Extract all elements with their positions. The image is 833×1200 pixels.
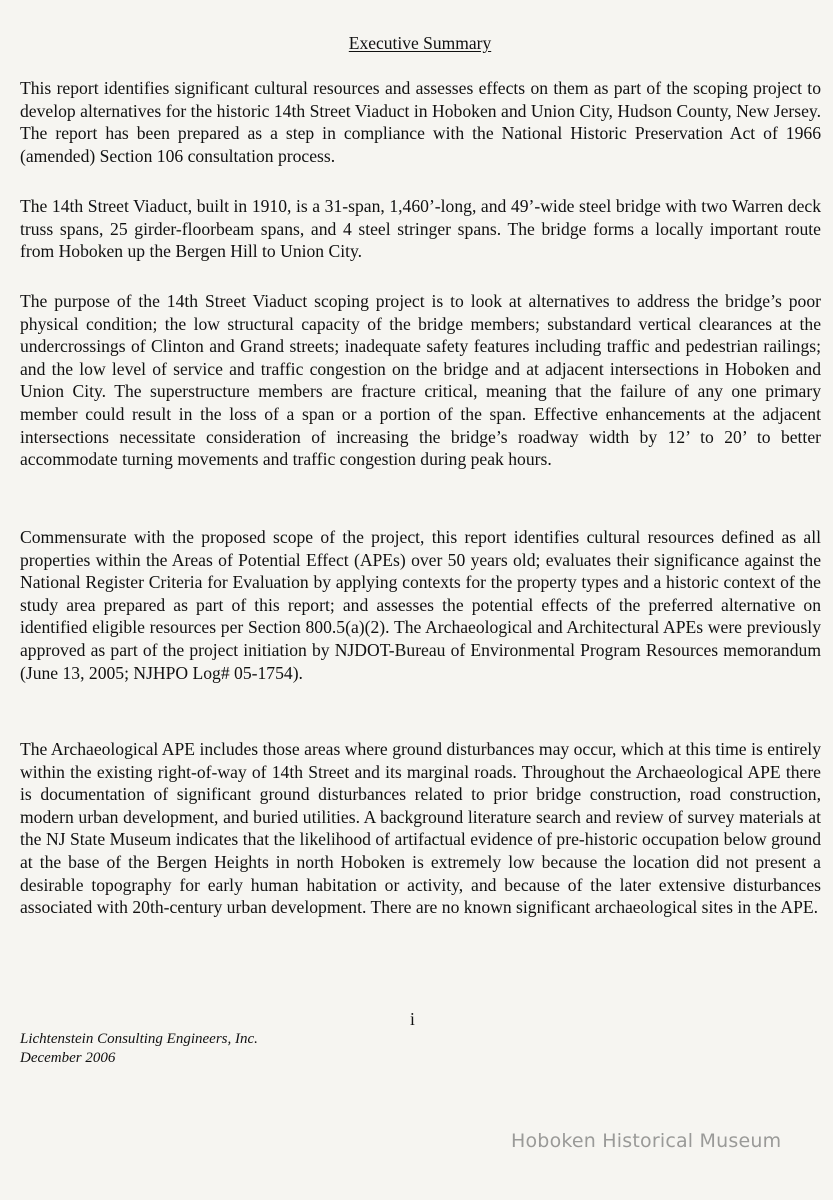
paragraph-introduction: This report identifies significant cultural resources and assesses effects on them as part of the scoping project to develop alternatives for the historic 14th Street Viaduct in Hoboken and Union City, Hudson County, New Jersey. The report has been prepared as a step in compliance with the National Historic Preservation Act of 1966 (amended) Section 106 consultation process. — [20, 78, 821, 166]
paragraph-archaeological-ape: The Archaeological APE includes those areas where ground disturbances may occur, which at this time is entirely within the existing right-of-way of 14th Street and its marginal roads. Throughout the Archaeological APE there is documentation of significant ground disturbances related to prior bridge construction, road construction, modern urban development, and buried utilities. A background literature search and review of survey materials at the NJ State Museum indicates that the likelihood of artifactual evidence of pre-historic occupation below ground at the base of the Bergen Heights in north Hoboken is extremely low because the location did not present a desirable topography for early human habitation or activity, and because of the later extensive disturbances associated with 20th-century urban development. There are no known significant archaeological sites in the APE. — [20, 739, 821, 918]
footer-author: Lichtenstein Consulting Engineers, Inc. — [20, 1031, 258, 1047]
footer — [20, 1030, 258, 1068]
page-number: i — [410, 1009, 415, 1029]
paragraph-project-purpose: The purpose of the 14th Street Viaduct scoping project is to look at alternatives to address the bridge’s poor physical condition; the low structural capacity of the bridge members; substandard vertical clearances at the undercrossings of Clinton and Grand streets; inadequate safety features including traffic and pedestrian railings; and the low level of service and traffic congestion on the bridge and at adjacent intersections in Hoboken and Union City. The superstructure members are fracture critical, meaning that the failure of any one primary member could result in the loss of a span or a portion of the span. Effective enhancements at the adjacent intersections necessitate consideration of increasing the bridge’s roadway width by 12’ to 20’ to better accommodate turning movements and traffic congestion during peak hours. — [20, 291, 821, 470]
footer-date: December 2006 — [20, 1050, 116, 1066]
paragraph-report-scope: Commensurate with the proposed scope of the project, this report identifies cultural resources defined as all properties within the Areas of Potential Effect (APEs) over 50 years old; evaluates their significance against the National Register Criteria for Evaluation by applying contexts for the property types and a historic context of the study area prepared as part of this report; and assesses the potential effects of the preferred alternative on identified eligible resources per Section 800.5(a)(2). The Archaeological and Architectural APEs were previously approved as part of the project initiation by NJDOT-Bureau of Environmental Program Resources memorandum (June 13, 2005; NJHPO Log# 05-1754). — [20, 527, 821, 683]
page-title: Executive Summary — [348, 33, 492, 53]
paragraph-viaduct-description: The 14th Street Viaduct, built in 1910, is a 31-span, 1,460’-long, and 49’-wide steel bridge with two Warren deck truss spans, 25 girder-floorbeam spans, and 4 steel stringer spans. The bridge forms a locally important route from Hoboken up the Bergen Hill to Union City. — [20, 196, 821, 262]
museum-watermark: Hoboken Historical Museum — [511, 1130, 782, 1152]
